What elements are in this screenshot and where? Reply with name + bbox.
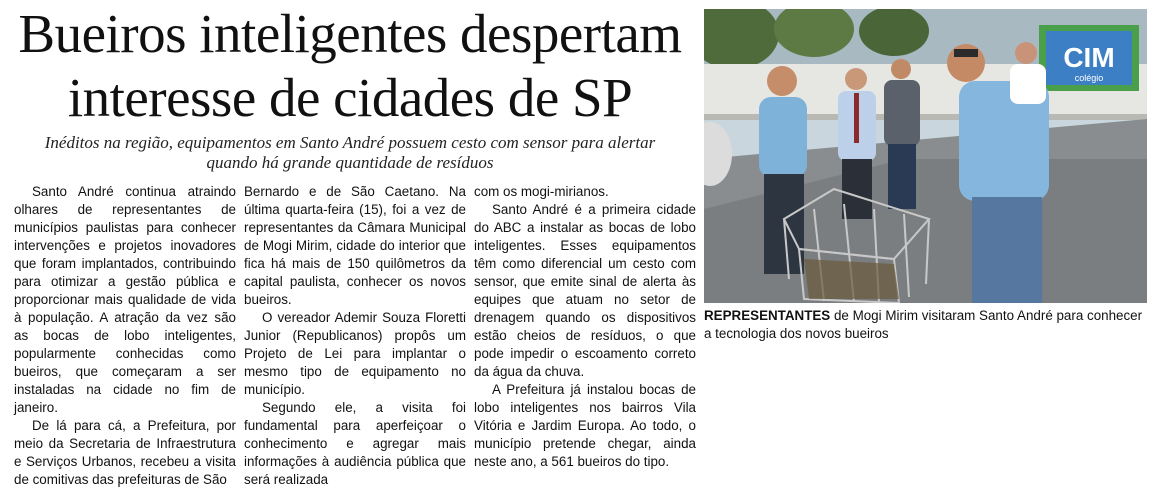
- sign-logo: CIM: [1063, 42, 1115, 73]
- article-column-3: [474, 183, 696, 471]
- photo-caption: [704, 307, 1150, 343]
- body-paragraph: Santo André é a primeira cidade do ABC a instalar as bocas de lobo inteligentes. Esses equipamentos têm como diferencial um cesto com sensor, que emite sinal de alerta às equipes que atuam no setor de drenagem quando os dispositivos estão cheios de resíduos, o que pode impedir o escoamento correto da água da chuva.: [474, 202, 696, 379]
- body-paragraph: Santo André continua atraindo olhares de representantes de municípios paulistas para conhecer intervenções e projetos inovadores que foram implantados, contribuindo para otimizar a gestão pública e proporcionar mais qualidade de vida à população. A atração da vez são as bocas de lobo inteligentes, popularmente conhecidas como bueiros, que começaram a ser instaladas na cidade no fim de janeiro.: [14, 184, 236, 415]
- headline: Bueiros inteligentes despertam interesse de cidades de SP: [18, 3, 682, 128]
- body-paragraph: com os mogi-mirianos.: [474, 184, 609, 199]
- article-column-2: [244, 183, 466, 489]
- caption-text: de Mogi Mirim visitaram Santo André para conhecer a tecnologia dos novos bueiros: [704, 308, 1143, 341]
- body-paragraph: O vereador Ademir Souza Floretti Junior (Republicanos) propôs um Projeto de Lei para implantar o mesmo tipo de equipamento no município.: [244, 310, 466, 397]
- article-column-1: [14, 183, 236, 489]
- news-photo: [704, 9, 1147, 303]
- caption-lead: REPRESENTANTES: [704, 308, 831, 323]
- body-paragraph: A Prefeitura já instalou bocas de lobo inteligentes nos bairros Vila Vitória e Jardim Europa. Ao todo, o município pretende chegar, ainda neste ano, a 561 bueiros do tipo.: [474, 382, 696, 469]
- body-paragraph: De lá para cá, a Prefeitura, por meio da Secretaria de Infraestrutura e Serviços Urbanos, recebeu a visita de comitivas das prefeituras de São: [14, 418, 236, 487]
- body-paragraph: Bernardo e de São Caetano. Na última quarta-feira (15), foi a vez de representantes da Câmara Municipal de Mogi Mirim, cidade do interior que fica há mais de 150 quilômetros da capital paulista, conhecer os novos bueiros.: [244, 184, 466, 307]
- subtitle: Inéditos na região, equipamentos em Santo André possuem cesto com sensor para alertar quando há grande quantidade de resíduos: [44, 133, 656, 172]
- body-paragraph: Segundo ele, a visita foi fundamental para aperfeiçoar o conhecimento e agregar mais informações à audiência pública que será realizada: [244, 400, 466, 487]
- sign-text: colégio: [1074, 73, 1104, 83]
